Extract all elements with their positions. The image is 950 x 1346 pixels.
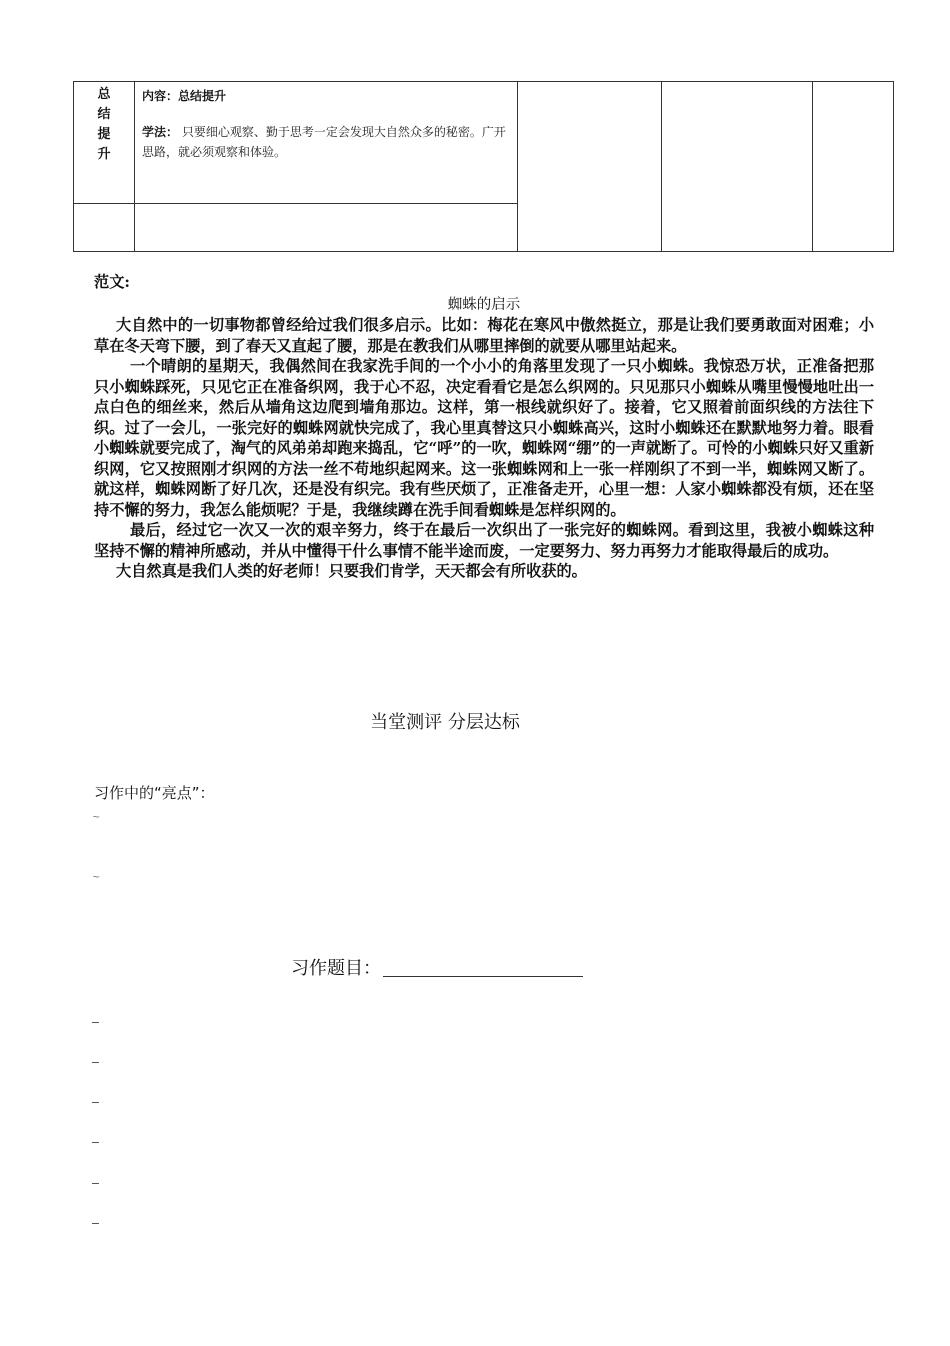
topic-blank-line[interactable] [383,958,583,977]
table-divider [661,82,662,251]
table-divider [812,82,813,251]
lesson-summary-table [73,81,894,252]
essay-label: 范文: [94,273,130,291]
label-char: 总 [97,87,111,102]
writing-line-marker [92,1102,99,1103]
writing-line-marker [92,1062,99,1063]
essay-title: 蜘蛛的启示 [447,296,521,313]
topic-label: 习作题目： [291,958,381,979]
writing-line-marker [92,1142,99,1143]
section-label-summary [74,82,134,165]
writing-line-marker [92,1183,99,1184]
essay-paragraph: 一个晴朗的星期天，我偶然间在我家洗手间的一个小小的角落里发现了一只小蜘蛛。我惊恐万状，正准备把那只小蜘蛛踩死，只见它正在准备织网，我于心不忍，决定看看它是怎么织网的。只见那只小蜘蛛从嘴里慢慢地吐出一点白色的细丝来，然后从墙角这边爬到墙角那边。这样，第一根线就织好了。接着，它又照着前面织线的方法往下织。过了一会儿，一张完好的蜘蛛网就快完成了，我心里真替这只小蜘蛛高兴，这时小蜘蛛还在默默地努力着。眼看小蜘蛛就要完成了，淘气的风弟弟却跑来捣乱，它“呼”的一吹，蜘蛛网“绷”的一声就断了。可怜的小蜘蛛只好又重新织网，它又按照刚才织网的方法一丝不苟地织起网来。这一张蜘蛛网和上一张一样刚织了不到一半，蜘蛛网又断了。就这样，蜘蛛网断了好几次，还是没有织完。我有些厌烦了，正准备走开，心里一想：人家小蜘蛛都没有烦，还在坚持不懈的努力，我怎么能烦呢？于是，我继续蹲在洗手间看蜘蛛是怎样织网的。 [94,357,874,519]
label-char: 结 [97,107,111,122]
method-text: 只要细心观察、勤于思考一定会发现大自然众多的秘密。广开思路，就必须观察和体验。 [142,125,506,159]
sample-essay [94,272,874,582]
essay-paragraph: 大自然真是我们人类的好老师！只要我们肯学，天天都会有所收获的。 [116,562,587,580]
content-cell [142,86,507,162]
table-divider [517,82,518,251]
method-label: 学法： [142,125,179,139]
essay-paragraph: 大自然中的一切事物都曾经给过我们很多启示。比如：梅花在寒风中傲然挺立，那是让我们要勇敢面对困难；小草在冬天弯下腰，到了春天又直起了腰，那是在教我们从哪里摔倒的就要从哪里站起来。 [94,316,874,355]
placeholder-mark: ~ [92,872,101,883]
method-block [142,122,507,162]
assessment-heading: 当堂测评 分层达标 [370,712,520,733]
essay-paragraph: 最后，经过它一次又一次的艰辛努力，终于在最后一次织出了一张完好的蜘蛛网。看到这里，我被小蜘蛛这种坚持不懈的精神所感动，并从中懂得干什么事情不能半途而废，一定要努力、努力再努力才能取得最后的成功。 [94,521,874,560]
writing-line-marker [92,1223,99,1224]
label-char: 升 [97,147,111,162]
placeholder-mark: ~ [92,812,101,823]
table-divider [134,82,135,251]
writing-line-marker [92,1022,99,1023]
highlights-label: 习作中的“亮点”： [94,784,215,802]
label-char: 提 [97,127,111,142]
table-row-divider [74,203,517,204]
essay-topic-field [291,954,583,980]
content-label: 内容：总结提升 [142,89,227,103]
